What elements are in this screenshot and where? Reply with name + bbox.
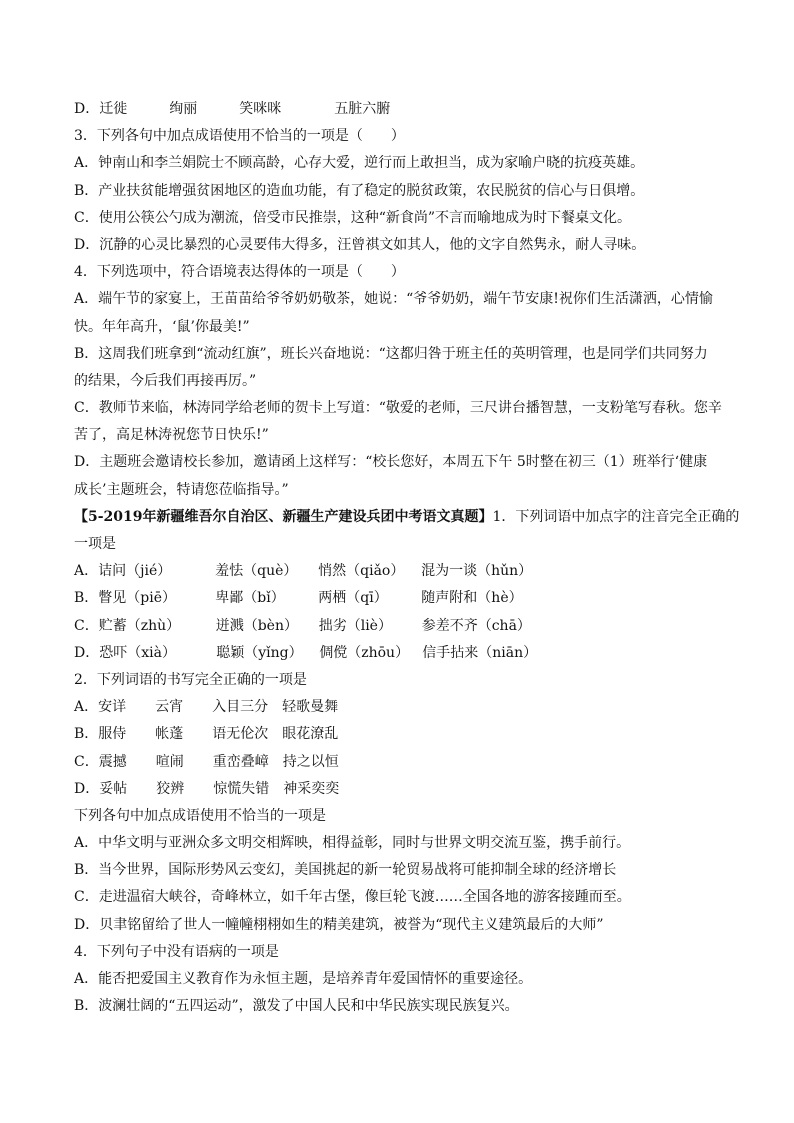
option-d: D．贝聿铭留给了世人一幢幢栩栩如生的精美建筑，被誉为“现代主义建筑最后的大师” (74, 916, 604, 933)
option-c: C．走进温宿大峡谷，奇峰林立，如千年古堡，像巨轮飞渡……全国各地的游客接踵而至。 (74, 889, 631, 906)
word: 瞥见（piē） (98, 590, 177, 607)
word: 云宵 (155, 699, 184, 716)
question-stem: 1．下列词语中加点字的注音完全正确的 (492, 508, 740, 525)
section-heading: 【5-2019年新疆维吾尔自治区、新疆生产建设兵团中考语文真题】 (74, 508, 493, 525)
word: 入目三分 (212, 699, 269, 716)
word: 拙劣（liè） (318, 617, 392, 634)
option-label: D． (74, 644, 100, 661)
word: 绚丽 (169, 101, 198, 117)
pinyin-option-b (74, 585, 734, 612)
option-b: B．当今世界，国际形势风云变幻，美国挑起的新一轮贸易战将可能抑制全球的经济增长 (74, 862, 617, 879)
word: 倜傥（zhōu） (319, 644, 410, 661)
word: 眼花潦乱 (282, 726, 339, 743)
word: 震撼 (98, 753, 127, 770)
word: 信手拈来（niān） (422, 644, 538, 661)
question-stem: 2．下列词语的书写完全正确的一项是 (74, 671, 307, 688)
option-c-cont: 苦了，高足林涛祝您节日快乐!” (74, 427, 269, 444)
option-label: A． (74, 699, 99, 716)
exam-page (74, 96, 740, 1020)
word: 五脏六腑 (334, 101, 391, 117)
word: 重峦叠嶂 (212, 753, 269, 770)
option-label: C． (74, 617, 99, 634)
word: 惊慌失错 (213, 780, 270, 797)
word: 持之以恒 (282, 753, 339, 770)
word: 帐蓬 (155, 726, 184, 743)
section-heading-row (74, 504, 740, 531)
word: 安详 (98, 699, 127, 716)
option-label: D． (74, 780, 100, 797)
option-a: A．能否把爱国主义教育作为永恒主题，是培养青年爱国情怀的重要途径。 (74, 971, 533, 987)
option-label: C． (74, 753, 99, 770)
option-label: B． (74, 590, 99, 607)
question-stem: 4．下列选项中，符合语境表达得体的一项是（ ） (74, 264, 405, 281)
option-a: A．端午节的家宴上，王苗苗给爷爷奶奶敬茶，她说：“爷爷奶奶，端午节安康!祝你们生活潇洒，心情愉 (74, 291, 713, 308)
option-d-cont: 成长’主题班会，特请您莅临指导。” (74, 481, 289, 498)
option-a: A．钟南山和李兰娟院士不顾高龄，心存大爱，逆行而上敢担当，成为家喻户晓的抗疫英雄。 (74, 155, 645, 172)
spelling-option-c (74, 749, 734, 776)
option-d: D．主题班会邀请校长参加，邀请函上这样写：“校长您好，本周五下午 5时整在初三（1）班举行‘健康 (74, 454, 708, 471)
word: 羞怯（què） (215, 563, 298, 580)
option-d: D．沉静的心灵比暴烈的心灵要伟大得多，汪曾祺文如其人，他的文字自然隽永，耐人寻味。 (74, 236, 646, 253)
option-b: B．这周我们班拿到“流动红旗”，班长兴奋地说：“这都归咎于班主任的英明管理，也是同学们共同努力 (74, 345, 708, 362)
question-stem: 下列各句中加点成语使用不恰当的一项是 (74, 807, 326, 824)
word: 狡辨 (156, 780, 185, 797)
word: 迁徙 (99, 101, 128, 117)
word: 喧闹 (155, 753, 184, 770)
word: 服侍 (98, 726, 127, 743)
question-stem: 4．下列句子中没有语病的一项是 (74, 943, 279, 960)
word: 参差不齐（chā） (421, 617, 531, 634)
spelling-option-a (74, 694, 734, 721)
question-stem-cont: 一项是 (74, 536, 116, 552)
pinyin-option-d (74, 640, 734, 667)
option-c: C．教师节来临，林涛同学给老师的贺卡上写道：“敬爱的老师，三尺讲台播智慧，一支粉笔写春秋。您辛 (74, 400, 722, 417)
pinyin-option-c (74, 613, 734, 640)
option-b: B．波澜壮阔的“五四运动”，激发了中国人民和中华民族实现民族复兴。 (74, 998, 519, 1015)
word: 神采奕奕 (283, 780, 340, 797)
word: 混为一谈（hǔn） (421, 563, 533, 580)
word: 贮蓄（zhù） (98, 617, 181, 634)
word: 卑鄙（bǐ） (215, 590, 285, 607)
option-b-cont: 的结果，今后我们再接再厉。” (74, 372, 257, 389)
option-row (74, 96, 734, 123)
word: 恐吓（xià） (99, 644, 176, 661)
word: 笑咪咪 (239, 101, 282, 117)
option-a-cont: 快。年年高升，‘鼠’你最美!” (74, 318, 250, 335)
option-label: A． (74, 563, 99, 580)
option-label: D． (74, 101, 100, 117)
word: 语无伦次 (212, 726, 269, 743)
option-a: A．中华文明与亚洲众多文明交相辉映，相得益彰，同时与世界文明交流互鉴，携手前行。 (74, 835, 631, 852)
word: 悄然（qiǎo） (318, 563, 405, 580)
word: 随声附和（hè） (421, 590, 523, 607)
option-b: B．产业扶贫能增强贫困地区的造血功能，有了稳定的脱贫政策，农民脱贫的信心与日俱增。 (74, 182, 645, 199)
word: 两栖（qī） (318, 590, 388, 607)
spelling-option-d (74, 776, 734, 803)
option-c: C．使用公筷公勺成为潮流，倍受市民推崇，这种“新食尚”不言而喻地成为时下餐桌文化。 (74, 209, 632, 226)
spelling-option-b (74, 721, 734, 748)
question-stem: 3．下列各句中加点成语使用不恰当的一项是（ ） (74, 128, 405, 145)
word: 迸溅（bèn） (215, 617, 298, 634)
word: 诘问（jié） (98, 563, 172, 580)
option-label: B． (74, 726, 99, 743)
word: 轻歌曼舞 (282, 699, 339, 716)
word: 妥帖 (99, 780, 128, 797)
pinyin-option-a (74, 558, 734, 585)
word: 聪颖（yǐng） (216, 644, 303, 661)
